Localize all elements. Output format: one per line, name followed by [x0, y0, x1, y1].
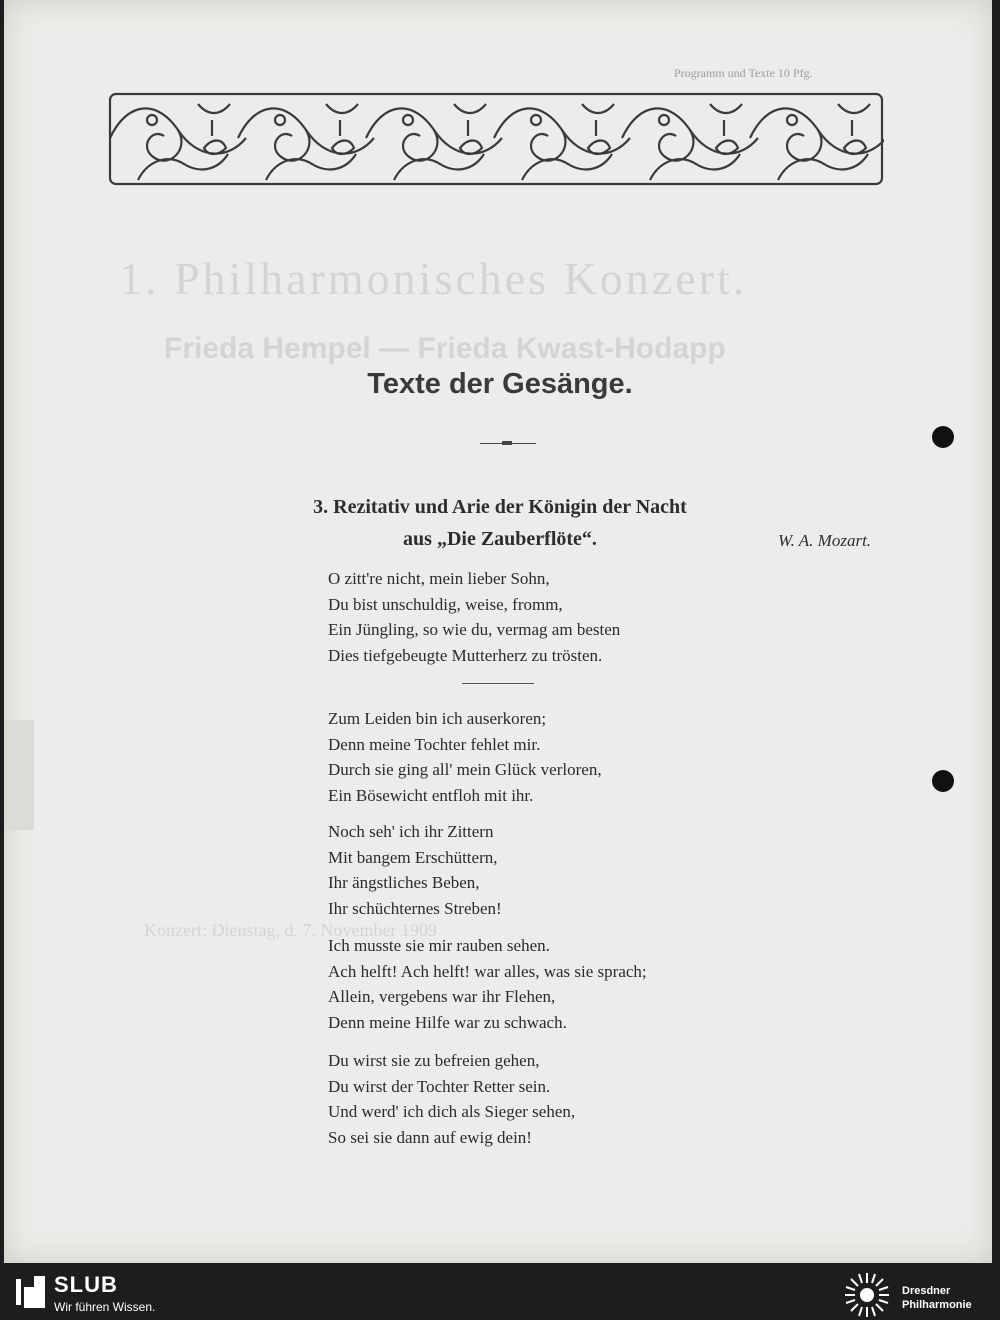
verse-line: Ihr ängstliches Beben, — [328, 873, 480, 892]
piece-title-line1: 3. Rezitativ und Arie der Königin der Nacht — [313, 496, 687, 518]
page-title: Texte der Gesänge. — [367, 368, 633, 400]
philharmonie-name[interactable] — [902, 1284, 972, 1312]
verse-line: Du wirst sie zu befreien gehen, — [328, 1051, 540, 1070]
piece-title-line2: aus „Die Zauberflöte“. — [403, 528, 597, 550]
verse-line: Ach helft! Ach helft! war alles, was sie sprach; — [328, 961, 647, 981]
verse-line: Zum Leiden bin ich auserkoren; — [328, 709, 547, 728]
verse-line: Ich musste sie mir rauben sehen. — [328, 936, 550, 955]
verse-line: Mit bangem Erschüttern, — [328, 847, 498, 867]
verse-line: Denn meine Tochter fehlet mir. — [328, 734, 541, 754]
verse-line: Dies tiefgebeugte Mutterherz zu trösten. — [328, 645, 603, 665]
verse-line: Allein, vergebens war ihr Flehen, — [328, 987, 556, 1006]
price-note: Programm und Texte 10 Pfg. — [674, 66, 813, 80]
verse-line: Ihr schüchternes Streben! — [328, 898, 502, 918]
bleed-through-title: 1. Philharmonisches Konzert. — [119, 253, 748, 304]
bleed-through-note: Konzert: Dienstag, d. 7. November 1909 — [144, 920, 437, 940]
stanza-4 — [328, 933, 647, 1035]
slub-name[interactable]: SLUB — [54, 1272, 118, 1297]
slub-logo-icon[interactable] — [12, 1275, 46, 1309]
philharmonie-name-line2: Philharmonie — [902, 1299, 972, 1311]
slub-tagline: Wir führen Wissen. — [54, 1300, 156, 1314]
punch-hole-top — [932, 426, 954, 448]
verse-line: Noch seh' ich ihr Zittern — [328, 822, 494, 841]
stanza-5 — [328, 1048, 575, 1150]
verse-line: Denn meine Hilfe war zu schwach. — [328, 1012, 567, 1032]
verse-line: Du wirst der Tochter Retter sein. — [328, 1076, 551, 1096]
stanza-3 — [328, 819, 502, 921]
art-nouveau-ornament-band — [108, 90, 884, 188]
verse-line: Ein Bösewicht entfloh mit ihr. — [328, 785, 534, 805]
stanza-2 — [328, 706, 602, 808]
stanza-divider — [462, 683, 534, 684]
verse-line: Du bist unschuldig, weise, fromm, — [328, 594, 563, 614]
verse-line: So sei sie dann auf ewig dein! — [328, 1127, 532, 1147]
verse-line: Ein Jüngling, so wie du, vermag am besten — [328, 620, 621, 639]
philharmonie-name-line1: Dresdner — [902, 1285, 951, 1297]
title-divider — [480, 443, 536, 444]
verse-line: O zitt're nicht, mein lieber Sohn, — [328, 569, 550, 588]
stanza-1 — [328, 566, 620, 668]
verse-line: Durch sie ging all' mein Glück verloren, — [328, 760, 602, 779]
composer-name: W. A. Mozart. — [778, 531, 872, 550]
verse-line: Und werd' ich dich als Sieger sehen, — [328, 1102, 576, 1121]
philharmonie-logo-icon[interactable] — [842, 1270, 892, 1320]
bleed-through-soloists: Frieda Hempel — Frieda Kwast-Hodapp — [164, 332, 726, 365]
punch-hole-bottom — [932, 770, 954, 792]
